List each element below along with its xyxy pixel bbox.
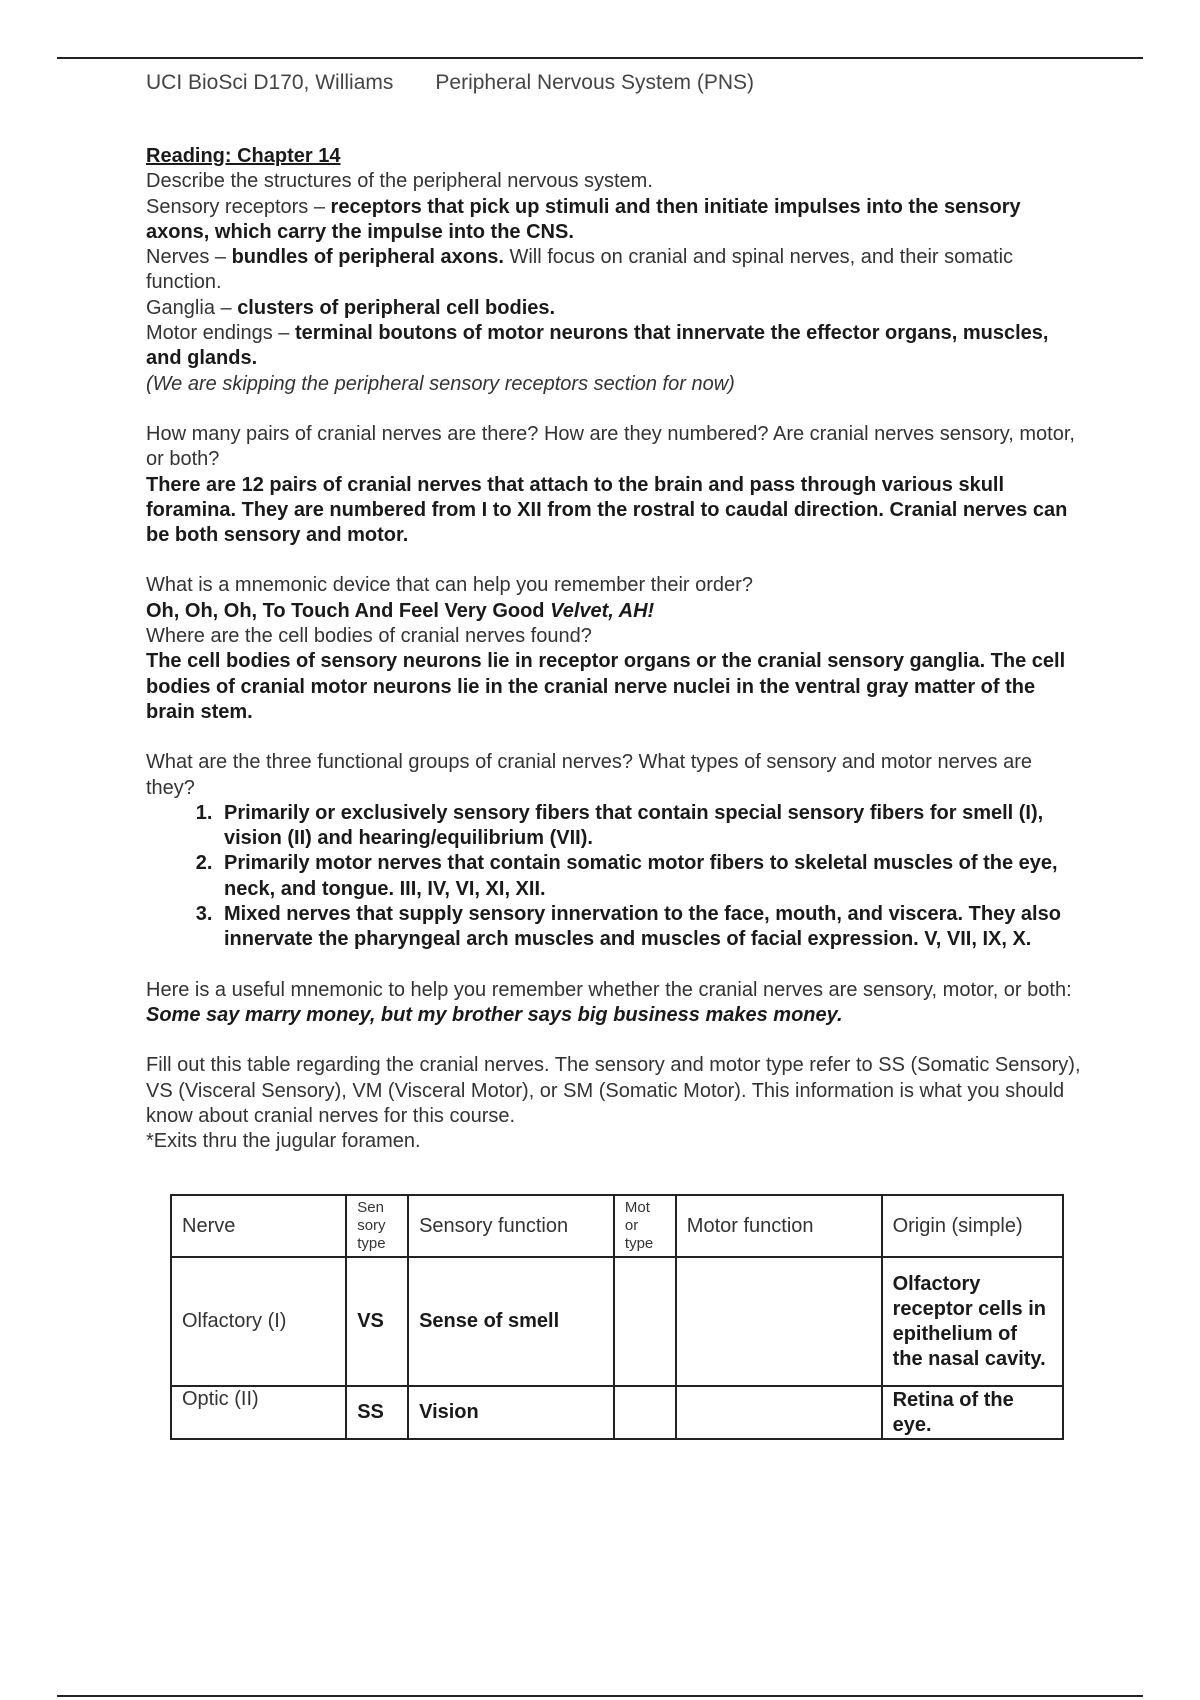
- table-row: [171, 1386, 1063, 1439]
- table-instructions: Fill out this table regarding the cranial nerves. The sensory and motor type refer to SS (Somatic Sensory), VS (Visceral Sensory), VM (Visceral Motor), or SM (Somatic Motor). This information is what you should know about cranial nerves for this course.: [146, 1054, 1081, 1127]
- pairs-answer: There are 12 pairs of cranial nerves that attach to the brain and pass through various skull foramina. They are numbered from I to XII from the rostral to caudal direction. Cranial nerves can be both sensory and motor.: [146, 473, 1068, 547]
- top-rule: [57, 57, 1143, 59]
- mnemonic-answer-text: Oh, Oh, Oh, To Touch And Feel Very Good: [146, 599, 545, 622]
- header-origin: Origin (simple): [882, 1195, 1063, 1257]
- ganglia-label: Ganglia –: [146, 296, 232, 319]
- pairs-question: How many pairs of cranial nerves are there? How are they numbered? Are cranial nerves sensory, motor, or both?: [146, 422, 1075, 471]
- bottom-rule: [57, 1695, 1143, 1697]
- table-footnote: *Exits thru the jugular foramen.: [146, 1130, 421, 1153]
- cell-bodies-question: Where are the cell bodies of cranial nerves found?: [146, 625, 592, 648]
- sensory-motor-text: Here is a useful mnemonic to help you remember whether the cranial nerves are sensory, motor, or both:: [146, 978, 1072, 1001]
- cranial-nerves-table: [170, 1194, 1064, 1440]
- groups-question: What are the three functional groups of cranial nerves? What types of sensory and motor nerves are they?: [146, 751, 1033, 799]
- motor-type-cell[interactable]: [614, 1386, 676, 1439]
- skip-note: (We are skipping the peripheral sensory receptors section for now): [146, 372, 735, 395]
- sensory-motor-answer: Some say marry money, but my brother says big business makes money.: [146, 1003, 843, 1026]
- sensory-type-cell: VS: [346, 1257, 408, 1386]
- cell-bodies-answer: The cell bodies of sensory neurons lie in receptor organs or the cranial sensory ganglia. The cell bodies of cranial motor neurons lie in the cranial nerve nuclei in the ventral gray matter of the brain stem.: [146, 650, 1066, 723]
- document-body: [146, 144, 1086, 1154]
- motor-endings-entry: [146, 321, 1086, 372]
- list-item: 2. Primarily motor nerves that contain somatic motor fibers to skeletal muscles of the eye, neck, and tongue. III, IV, VI, XI, XII.: [218, 851, 1086, 902]
- table-header-row: [171, 1195, 1063, 1257]
- motor-type-cell[interactable]: [614, 1257, 676, 1386]
- sensory-function-cell: Sense of smell: [408, 1257, 614, 1386]
- course-label: UCI BioSci D170, Williams: [146, 71, 394, 94]
- sensory-motor-mnemonic: [146, 978, 1086, 1029]
- header-sensory-type: Sen sory type: [346, 1195, 408, 1257]
- motor-function-cell[interactable]: [676, 1257, 882, 1386]
- sensory-receptors-label: Sensory receptors –: [146, 195, 325, 218]
- motor-endings-answer: terminal boutons of motor neurons that innervate the effector organs, muscles, and glands.: [146, 322, 1049, 370]
- page-title: Peripheral Nervous System (PNS): [435, 71, 754, 94]
- page-header: [146, 71, 754, 95]
- header-nerve: Nerve: [171, 1195, 346, 1257]
- mnemonic-answer: [146, 599, 1086, 624]
- motor-function-cell[interactable]: [676, 1386, 882, 1439]
- mnemonic-answer-italic: Velvet, AH!: [550, 599, 655, 622]
- nerves-note: Will focus on cranial and spinal nerves, and their somatic function.: [146, 246, 1014, 294]
- list-item: 1. Primarily or exclusively sensory fibers that contain special sensory fibers for smell (I), vision (II) and hearing/equilibrium (VII).: [218, 801, 1086, 852]
- header-sensory-function: Sensory function: [408, 1195, 614, 1257]
- sensory-function-cell: Vision: [408, 1386, 614, 1439]
- groups-list: [146, 801, 1086, 953]
- header-motor-type: Mot or type: [614, 1195, 676, 1257]
- ganglia-entry: [146, 296, 1086, 321]
- reading-heading: Reading: Chapter 14: [146, 145, 341, 167]
- ganglia-answer: clusters of peripheral cell bodies.: [237, 296, 556, 319]
- mnemonic-question: What is a mnemonic device that can help you remember their order?: [146, 574, 753, 597]
- nerves-entry: [146, 245, 1086, 296]
- list-item: 3. Mixed nerves that supply sensory innervation to the face, mouth, and viscera. They also innervate the pharyngeal arch muscles and muscles of facial expression. V, VII, IX, X.: [218, 902, 1086, 953]
- sensory-type-cell: SS: [346, 1386, 408, 1439]
- nerve-cell: Optic (II): [171, 1386, 346, 1439]
- table-row: [171, 1257, 1063, 1386]
- sensory-receptors-entry: [146, 195, 1086, 246]
- nerves-answer: bundles of peripheral axons.: [231, 246, 504, 269]
- origin-cell: Olfactory receptor cells in epithelium of the nasal cavity.: [882, 1257, 1063, 1386]
- motor-endings-label: Motor endings –: [146, 322, 290, 345]
- nerve-cell: Olfactory (I): [171, 1257, 346, 1386]
- header-motor-function: Motor function: [676, 1195, 882, 1257]
- origin-cell: Retina of the eye.: [882, 1386, 1063, 1439]
- sensory-receptors-answer: receptors that pick up stimuli and then initiate impulses into the sensory axons, which carry the impulse into the CNS.: [146, 195, 1021, 243]
- nerves-label: Nerves –: [146, 246, 227, 269]
- structures-prompt: Describe the structures of the peripheral nervous system.: [146, 170, 653, 193]
